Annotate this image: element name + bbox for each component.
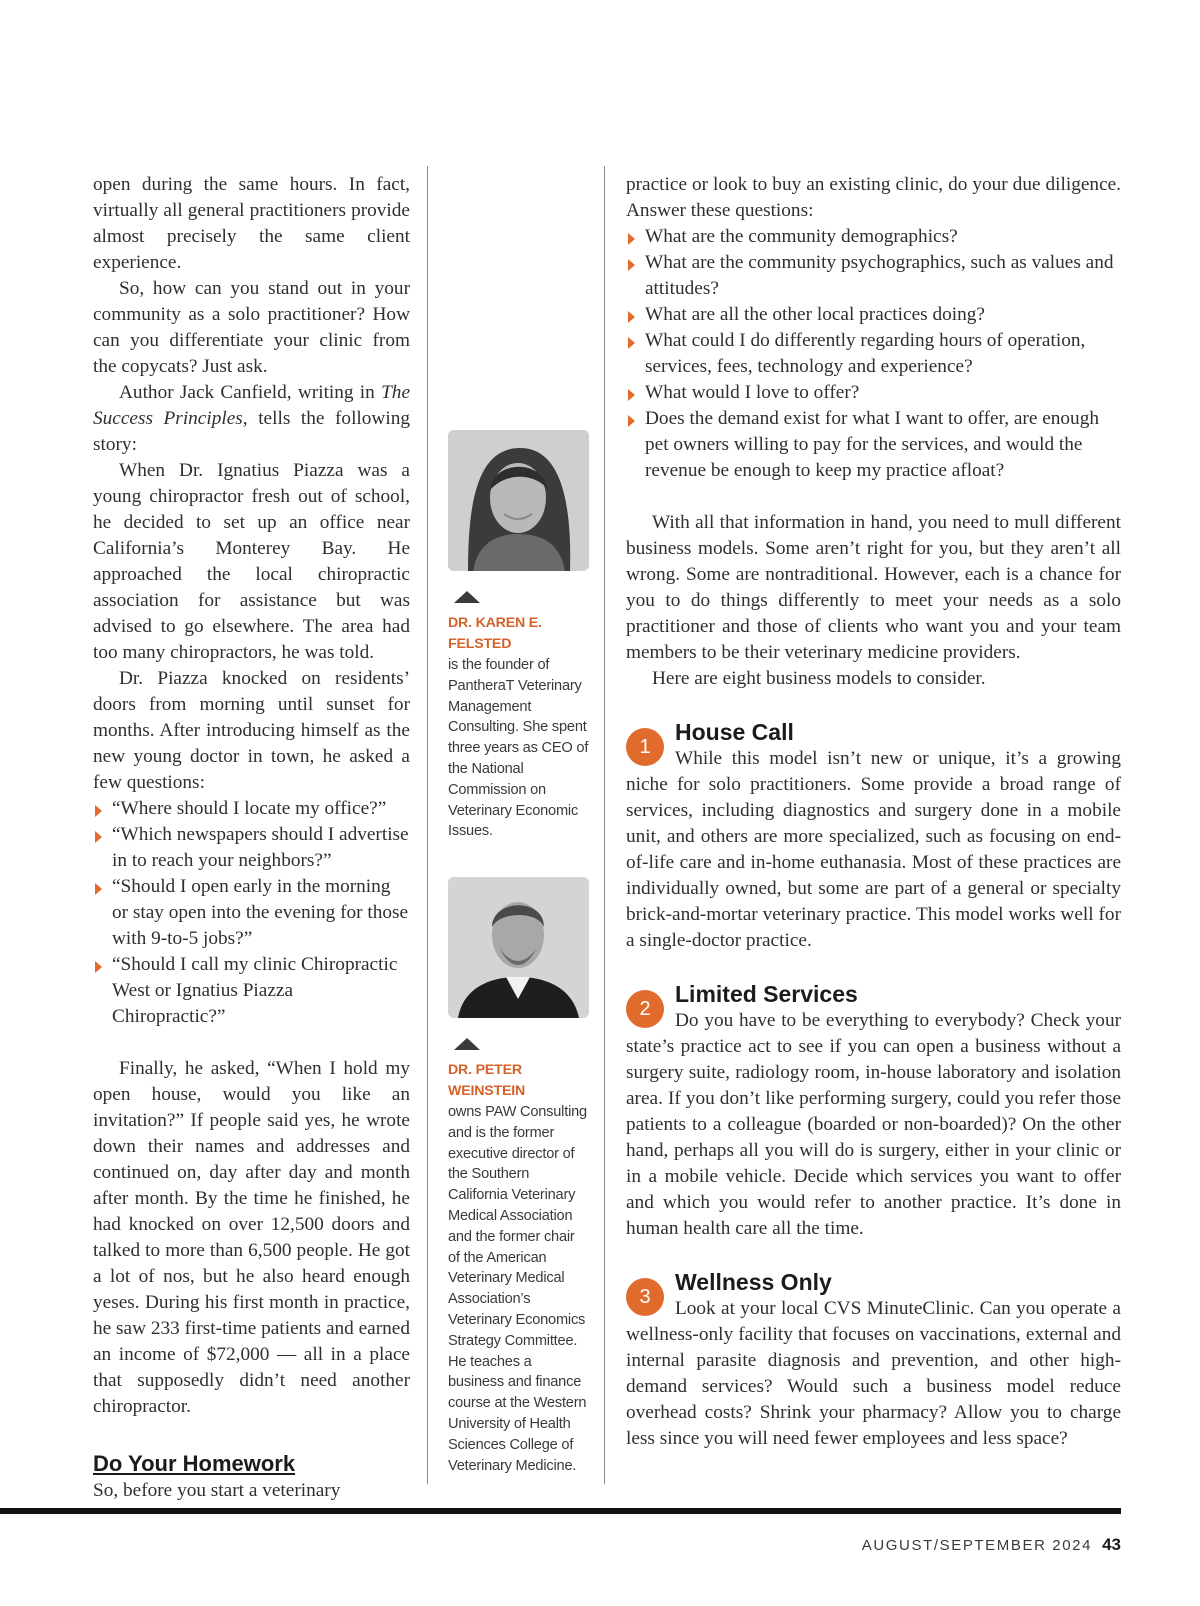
right-column — [626, 172, 1121, 1452]
author-bio-weinstein — [448, 877, 589, 1476]
model-title: Limited Services — [675, 981, 858, 1007]
list-item-text: What could I do differently regarding hours of operation, services, fees, technology and experience? — [645, 330, 1086, 377]
list-item-text: What are all the other local practices doing? — [645, 304, 985, 325]
number-badge: 1 — [626, 728, 664, 766]
list-item — [93, 822, 410, 874]
issue-date: AUGUST/SEPTEMBER 2024 — [861, 1537, 1093, 1554]
model-body — [626, 1296, 1121, 1452]
model-body — [626, 1008, 1121, 1242]
paragraph-text: Author Jack Canfield, writing in — [119, 382, 382, 403]
bio-text: is the founder of PantheraT Veterinary Management Consulting. She spent three years as CEO of the National Commission on Veterinary Economic Issues. — [448, 657, 589, 840]
paragraph: So, before you start a veterinary — [93, 1480, 341, 1501]
model-title: House Call — [675, 719, 794, 745]
list-item — [93, 796, 410, 822]
list-item-text: What would I love to offer? — [645, 382, 860, 403]
paragraph: Here are eight business models to consider. — [652, 668, 986, 689]
list-item — [626, 224, 1121, 250]
footer-rule — [0, 1508, 1121, 1514]
list-item-text: “Which newspapers should I advertise in to reach your neighbors?” — [112, 824, 409, 871]
business-model-2 — [626, 980, 1121, 1242]
model-body-text: While this model isn’t new or unique, it’s a growing niche for solo practitioners. Some provide a broad range of services, including diagnostics and surgery done in a mobile unit, and others are more specialized, such as focusing on end-of-life care and in-home euthanasia. Most of these practices are individually owned, but some are part of a general or specialty brick-and-mortar veterinary practice. This model works well for a single-doctor practice. — [626, 748, 1121, 951]
number-badge: 3 — [626, 1278, 664, 1316]
paragraph: Dr. Piazza knocked on residents’ doors from morning until sunset for months. After introducing himself as the new young doctor in town, he asked a few questions: — [93, 668, 410, 793]
model-body — [626, 746, 1121, 954]
bullet-triangle-icon — [628, 389, 635, 401]
left-column — [93, 172, 410, 1504]
list-item — [626, 380, 1121, 406]
list-item — [626, 406, 1121, 484]
bullet-triangle-icon — [628, 415, 635, 427]
book-title: The Success Principles — [93, 382, 410, 429]
arrow-up-icon — [454, 591, 480, 603]
paragraph: practice or look to buy an existing clinic, do your due diligence. Answer these questions: — [626, 174, 1121, 221]
page-number: 43 — [1102, 1535, 1121, 1554]
paragraph-text: , tells the following story: — [93, 408, 410, 455]
list-item — [626, 250, 1121, 302]
business-model-1 — [626, 718, 1121, 954]
model-title: Wellness Only — [675, 1269, 832, 1295]
bullet-triangle-icon — [628, 337, 635, 349]
arrow-up-icon — [454, 1038, 480, 1050]
bullet-triangle-icon — [95, 961, 102, 973]
bullet-triangle-icon — [95, 805, 102, 817]
bio-text: owns PAW Consulting and is the former executive director of the Southern California Veterinary Medical Association and the former chair of the American Veterinary Medical Association’s Veterinary Economics Strategy Committee. He teaches a business and finance course at the Western University of Health Sciences College of Veterinary Medicine. — [448, 1104, 587, 1474]
page-footer — [862, 1535, 1121, 1555]
list-item — [626, 302, 1121, 328]
paragraph — [93, 380, 410, 458]
list-item-text: “Should I call my clinic Chiropractic West or Ignatius Piazza Chiropractic?” — [112, 954, 398, 1027]
paragraph: Finally, he asked, “When I hold my open house, would you like an invitation?” If people said yes, he wrote down their names and addresses and continued on, day after day and month after month. By the time he finished, he had knocked on over 12,500 doors and talked to more than 6,500 people. He got a lot of nos, but he also heard enough yeses. During his first month in practice, he saw 233 first-time patients and earned an income of $72,000 — all in a place that supposedly didn’t need another chiropractor. — [93, 1058, 410, 1417]
model-body-text: Do you have to be everything to everybody? Check your state’s practice act to see if you can open a business without a surgery suite, radiology room, in-house laboratory and isolation area. If you don’t like performing surgery, could you refer those patients to a colleague (boarded or non-boarded)? On the other hand, perhaps all you will do is surgery, either in your clinic or in a mobile vehicle. Decide which services you want to offer and which you would refer to another practice. It’s done in human health care all the time. — [626, 1010, 1121, 1239]
list-item-text: What are the community demographics? — [645, 226, 958, 247]
paragraph: With all that information in hand, you need to mull different business models. Some aren’t right for you, but they aren’t all wrong. Some are nontraditional. However, each is a chance for you to do things differently to meet your needs as a solo practitioner and those of clients who want you and your team members to be their veterinary medicine providers. — [626, 512, 1121, 663]
number-badge: 2 — [626, 990, 664, 1028]
paragraph: When Dr. Ignatius Piazza was a young chiropractor fresh out of school, he decided to set up an office near California’s Monterey Bay. He approached the local chiropractic association for assistance but was advised to go elsewhere. The area had too many chiropractors, he was told. — [93, 460, 410, 663]
paragraph: So, how can you stand out in your community as a solo practitioner? How can you differentiate your clinic from the copycats? Just ask. — [93, 278, 410, 377]
paragraph: open during the same hours. In fact, virtually all general practitioners provide almost precisely the same client experience. — [93, 174, 410, 273]
column-divider — [427, 166, 428, 1484]
section-heading: Do Your Homework — [93, 1451, 296, 1476]
author-photo — [448, 877, 589, 1018]
bullet-triangle-icon — [95, 831, 102, 843]
author-bio-felsted — [448, 430, 589, 842]
bullet-triangle-icon — [628, 311, 635, 323]
bio-name: DR. PETER WEINSTEIN — [448, 1062, 526, 1099]
list-item — [93, 952, 410, 1030]
model-body-text: Look at your local CVS MinuteClinic. Can you operate a wellness-only facility that focuses on vaccinations, external and internal parasite diagnosis and prevention, and other high-demand services? Would such a business model reduce overhead costs? Shrink your pharmacy? Allow you to charge less since you will need fewer employees and less space? — [626, 1298, 1121, 1449]
bullet-triangle-icon — [628, 233, 635, 245]
list-item-text: “Where should I locate my office?” — [112, 798, 387, 819]
list-item-text: “Should I open early in the morning or stay open into the evening for those with 9-to-5 jobs?” — [112, 876, 409, 949]
column-divider — [604, 166, 605, 1484]
bullet-triangle-icon — [628, 259, 635, 271]
bio-name: DR. KAREN E. FELSTED — [448, 615, 542, 652]
list-item — [626, 328, 1121, 380]
question-list — [626, 224, 1121, 484]
list-item-text: What are the community psychographics, such as values and attitudes? — [645, 252, 1114, 299]
author-photo — [448, 430, 589, 571]
question-list — [93, 796, 410, 1030]
bullet-triangle-icon — [95, 883, 102, 895]
list-item — [93, 874, 410, 952]
list-item-text: Does the demand exist for what I want to offer, are enough pet owners willing to pay for the services, and would the revenue be enough to keep my practice afloat? — [645, 408, 1099, 481]
business-model-3 — [626, 1268, 1121, 1452]
